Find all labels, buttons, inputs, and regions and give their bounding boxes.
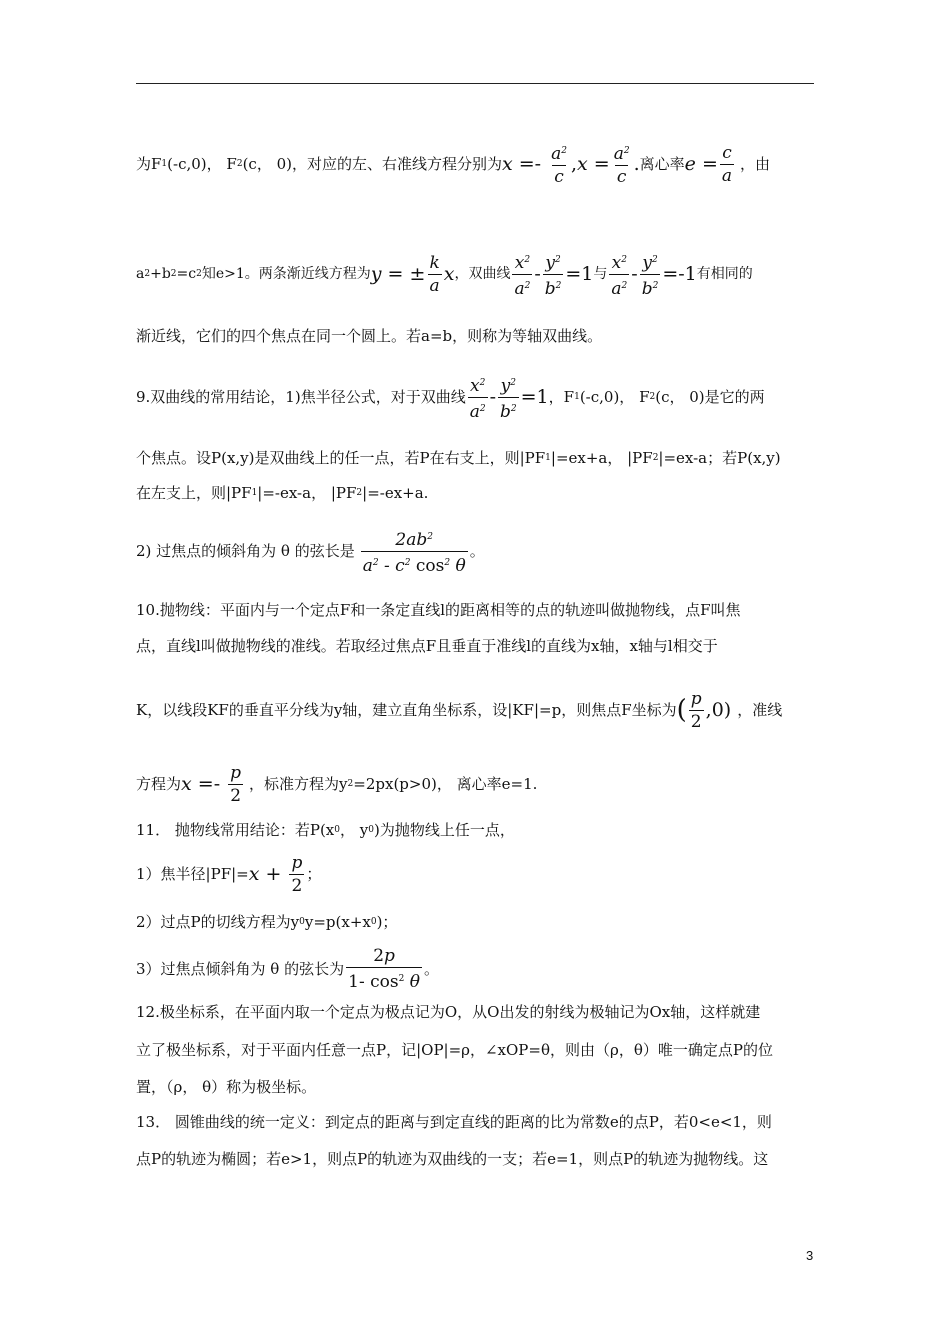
text-line-9: 点，直线l叫做抛物线的准线。若取经过焦点F且垂直于准线l的直线为x轴，x轴与l相交于 — [136, 637, 718, 655]
text-line-20: 点P的轨迹为椭圆；若e>1，则点P的轨迹为双曲线的一支；若e=1，则点P的轨迹为抛物线。这 — [136, 1150, 769, 1168]
text-line-6: 在左支上，则|PF 1 |=-ex-a， |PF 2 |=-ex+a. — [136, 484, 429, 502]
text-line-1: 为F 1 (-c,0)， F 2 (c， 0)，对应的左、右准线方程分别为 x =- $\frac{a^2}{c}$ , x = $\frac{a^2}{c}$ . 离心率 e = $\frac{c}{a}$ ，由 — [136, 142, 771, 187]
text-line-7: 2) 过焦点的倾斜角为 θ 的弦长是 $\frac{2ab^2}{a^2 - c^2 \cos^2 \theta}$ 。 — [136, 529, 485, 576]
text-line-19: 13． 圆锥曲线的统一定义：到定点的距离与到定直线的距离的比为常数e的点P，若0<e<1，则 — [136, 1113, 772, 1131]
text-line-14: 2）过点P的切线方程为y 0 y=p(x+x 0 )； — [136, 913, 398, 931]
text-line-5: 个焦点。设P(x,y)是双曲线上的任一点，若P在右支上，则|PF 1 |=ex+a， |PF 2 |=ex-a；若P(x,y) — [136, 449, 781, 467]
text-line-13: 1）焦半径|PF|= x + $\frac{p}{2}$ ； — [136, 852, 322, 896]
text-line-10: K，以线段KF的垂直平分线为y轴，建立直角坐标系，设|KF|=p，则焦点F坐标为 ( $\frac{p}{2}$ ,0) ，准线 — [136, 688, 783, 732]
page-number: 3 — [806, 1248, 814, 1263]
text-line-18: 置，（ρ， θ）称为极坐标。 — [136, 1078, 317, 1096]
text-line-2: a 2 +b 2 =c 2 知e>1。两条渐近线方程为 y = ± $\frac{k}{a}$ x ，双曲线 $\frac{x^2}{a^2}$ - $\frac{y^2}{b^2}$ =1 与 $\frac{x^2}{a^2}$ - $\frac{y^2}{b^2}$ =-1 有相同的 — [136, 252, 753, 299]
text-line-8: 10.抛物线：平面内与一个定点F和一条定直线l的距离相等的点的轨迹叫做抛物线，点F叫焦 — [136, 601, 741, 619]
text-line-11: 方程为 x =- $\frac{p}{2}$ ，标准方程为y 2 =2px(p>0)， 离心率e=1. — [136, 762, 538, 806]
text-line-4: 9.双曲线的常用结论，1)焦半径公式，对于双曲线 $\frac{x^2}{a^2}$ - $\frac{y^2}{b^2}$ =1 ，F 1 (-c,0)， F 2 (c， 0)是它的两 — [136, 375, 765, 422]
text-line-16: 12.极坐标系，在平面内取一个定点为极点记为O，从O出发的射线为极轴记为Ox轴，这样就建 — [136, 1003, 761, 1021]
text-line-12: 11． 抛物线常用结论：若P(x 0 ， y 0 )为抛物线上任一点， — [136, 821, 515, 839]
text-line-3: 渐近线，它们的四个焦点在同一个圆上。若a=b，则称为等轴双曲线。 — [136, 327, 603, 345]
header-rule — [136, 83, 814, 84]
text-line-17: 立了极坐标系，对于平面内任意一点P，记|OP|=ρ，∠xOP=θ，则由（ρ，θ）唯一确定点P的位 — [136, 1041, 773, 1059]
text-line-15: 3）过焦点倾斜角为 θ 的弦长为 $\frac{2p}{1- \cos^2 \theta}$ 。 — [136, 946, 439, 992]
